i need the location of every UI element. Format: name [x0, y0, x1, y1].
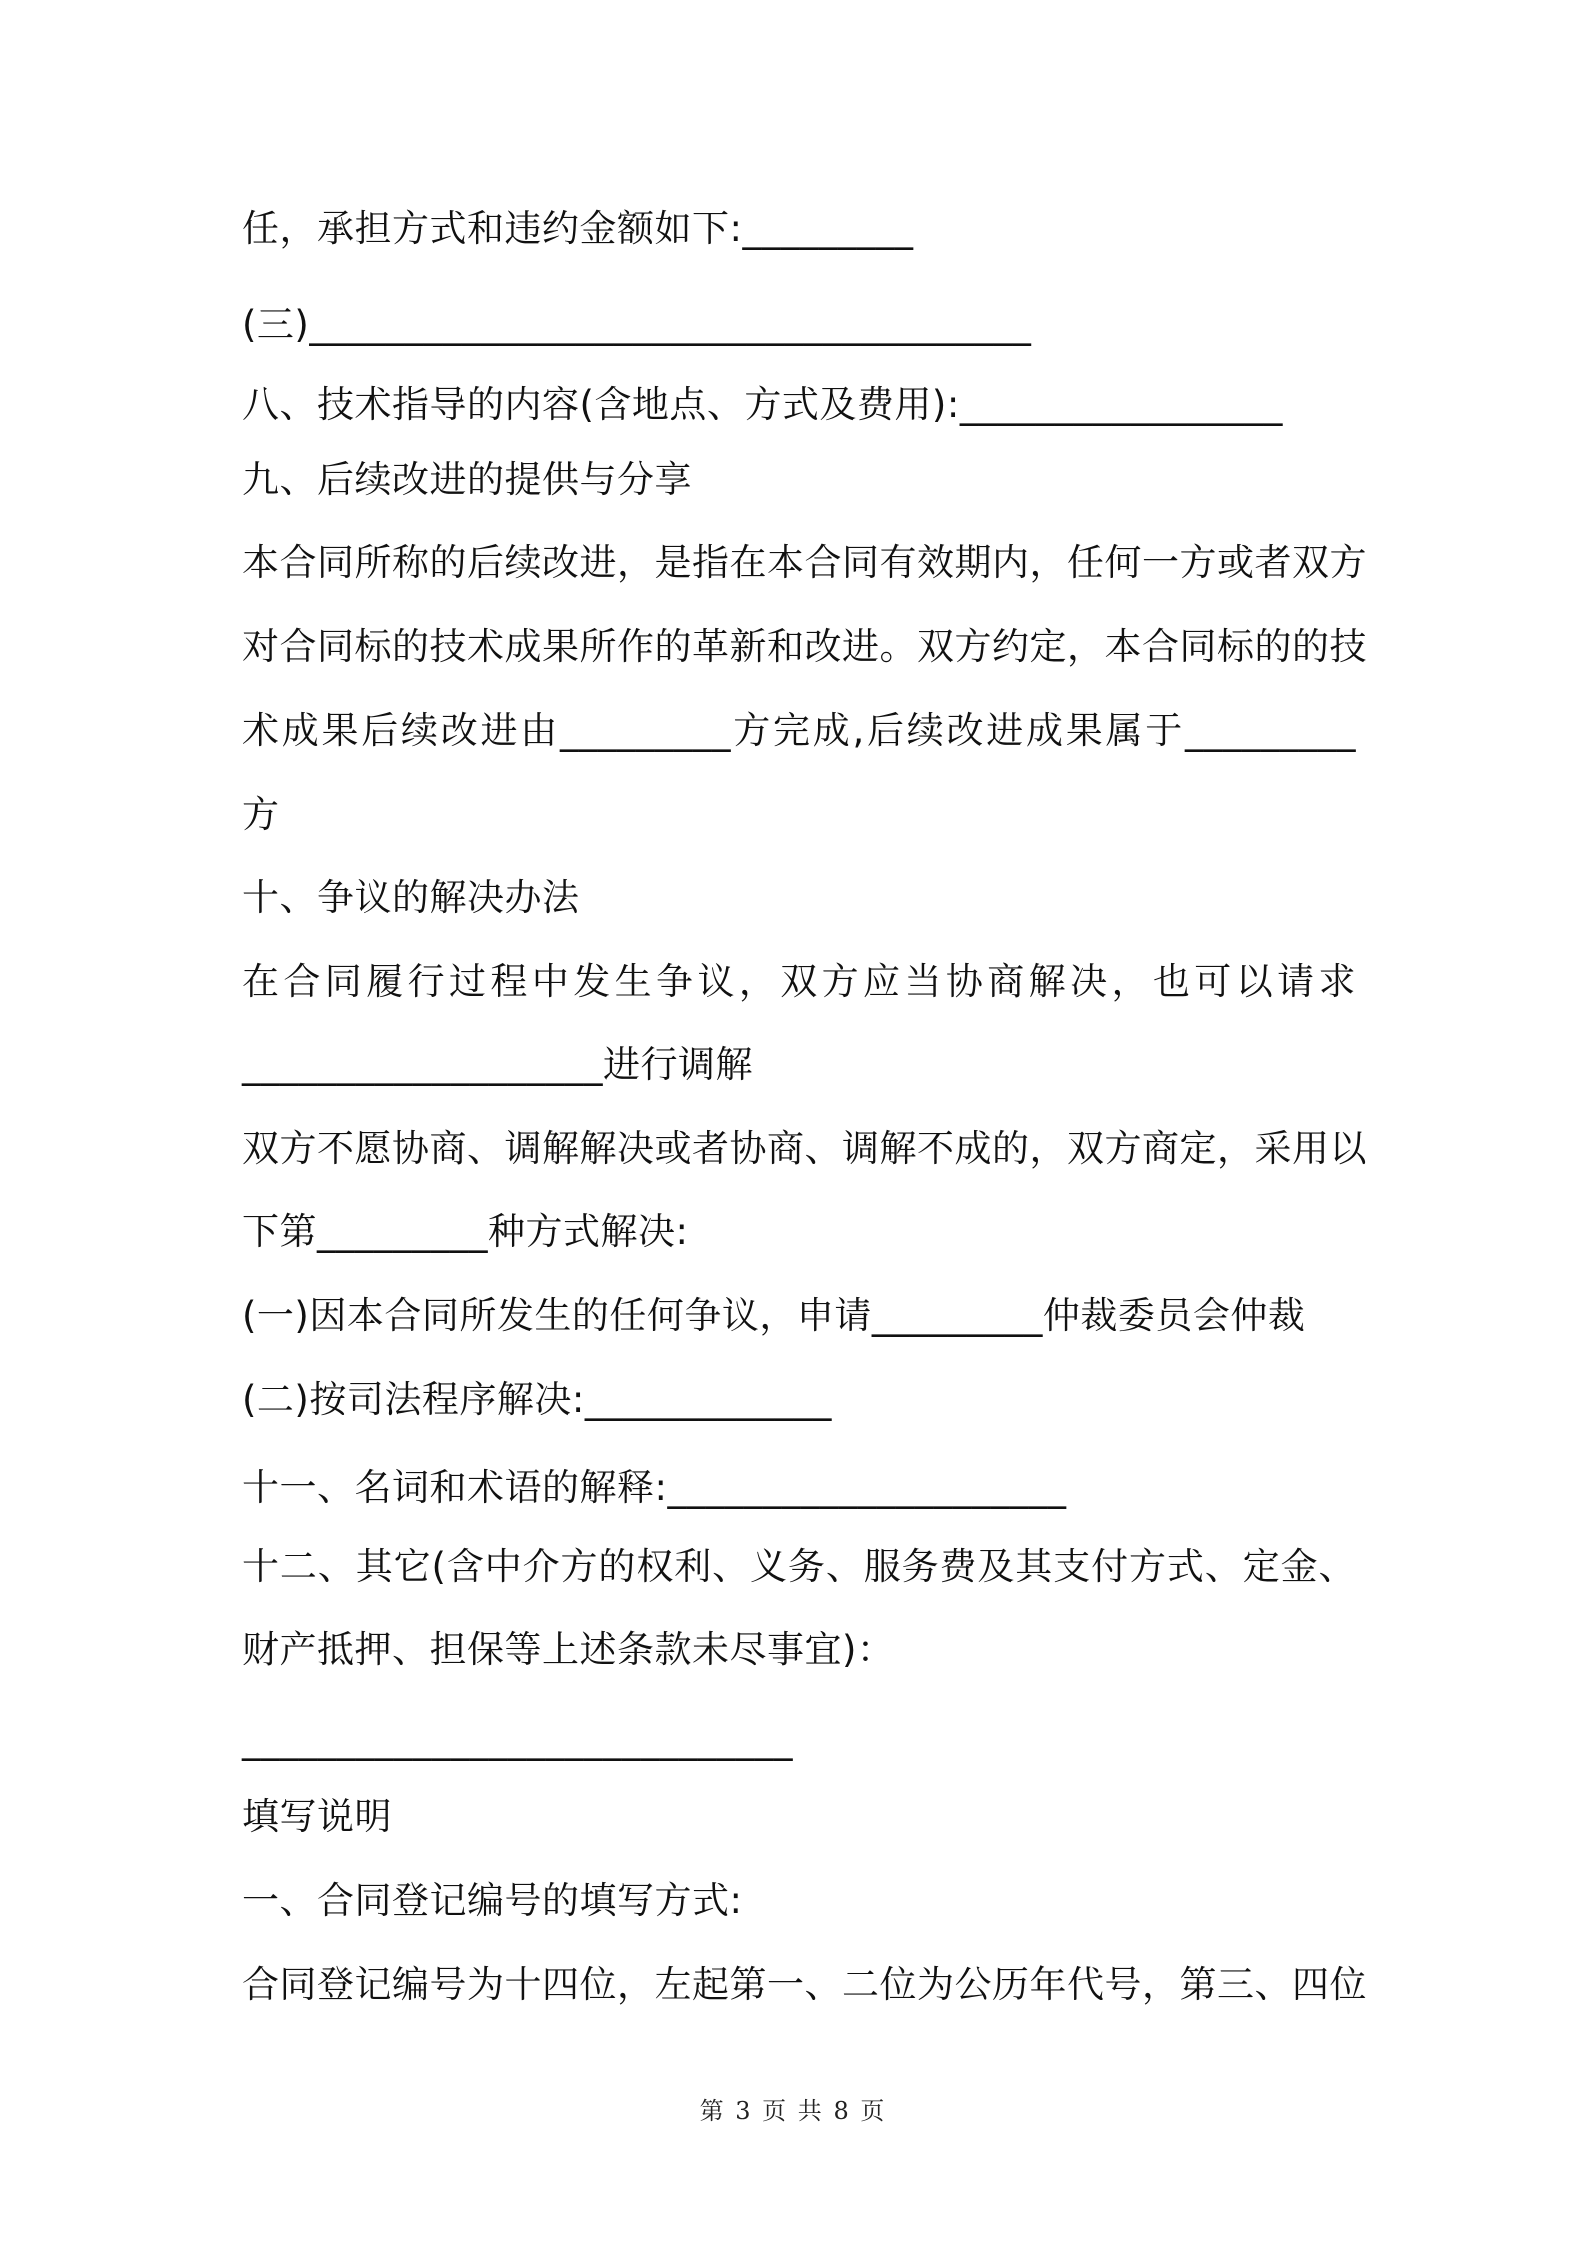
clause-item-three: (三)______________________________________ — [242, 303, 1032, 346]
section-twelve-heading: 十二、其它(含中介方的权利、义务、服务费及其支付方式、定金、 — [242, 1545, 1356, 1588]
instructions-item-one-heading: 一、合同登记编号的填写方式: — [242, 1879, 743, 1922]
section-nine-paragraph-line-3: 术成果后续改进由_________方完成,后续改进成果属于_________ — [242, 709, 1356, 752]
section-eleven-heading: 十一、名词和术语的解释:_____________________ — [242, 1466, 1067, 1509]
section-twelve-continued: 财产抵押、担保等上述条款未尽事宜)： — [242, 1628, 895, 1671]
section-ten-heading: 十、争议的解决办法 — [242, 876, 580, 919]
section-twelve-blank: _____________________________ — [242, 1718, 793, 1761]
section-ten-paragraph-line-2: ___________________进行调解 — [242, 1043, 753, 1086]
instructions-item-one-text: 合同登记编号为十四位，左起第一、二位为公历年代号，第三、四位 — [242, 1963, 1367, 2006]
section-ten-paragraph-line-1: 在合同履行过程中发生争议，双方应当协商解决，也可以请求 — [242, 960, 1356, 1003]
section-ten-paragraph-line-4: 下第_________种方式解决: — [242, 1210, 689, 1253]
dispute-option-two: (二)按司法程序解决:_____________ — [242, 1378, 832, 1421]
section-nine-paragraph-line-1: 本合同所称的后续改进，是指在本合同有效期内，任何一方或者双方 — [242, 541, 1367, 584]
dispute-option-one: (一)因本合同所发生的任何争议，申请_________仲裁委员会仲裁 — [242, 1294, 1306, 1337]
section-nine-heading: 九、后续改进的提供与分享 — [242, 458, 692, 501]
page-number-footer: 第 3 页 共 8 页 — [699, 2097, 887, 2125]
section-ten-paragraph-line-3: 双方不愿协商、调解解决或者协商、调解不成的，双方商定，采用以 — [242, 1127, 1367, 1170]
clause-liability-text: 任，承担方式和违约金额如下:_________ — [242, 207, 914, 250]
section-nine-paragraph-line-4: 方 — [242, 793, 280, 836]
instructions-heading: 填写说明 — [242, 1795, 392, 1838]
section-nine-paragraph-line-2: 对合同标的技术成果所作的革新和改进。双方约定，本合同标的的技 — [242, 625, 1367, 668]
section-eight-heading: 八、技术指导的内容(含地点、方式及费用):_________________ — [242, 383, 1283, 426]
